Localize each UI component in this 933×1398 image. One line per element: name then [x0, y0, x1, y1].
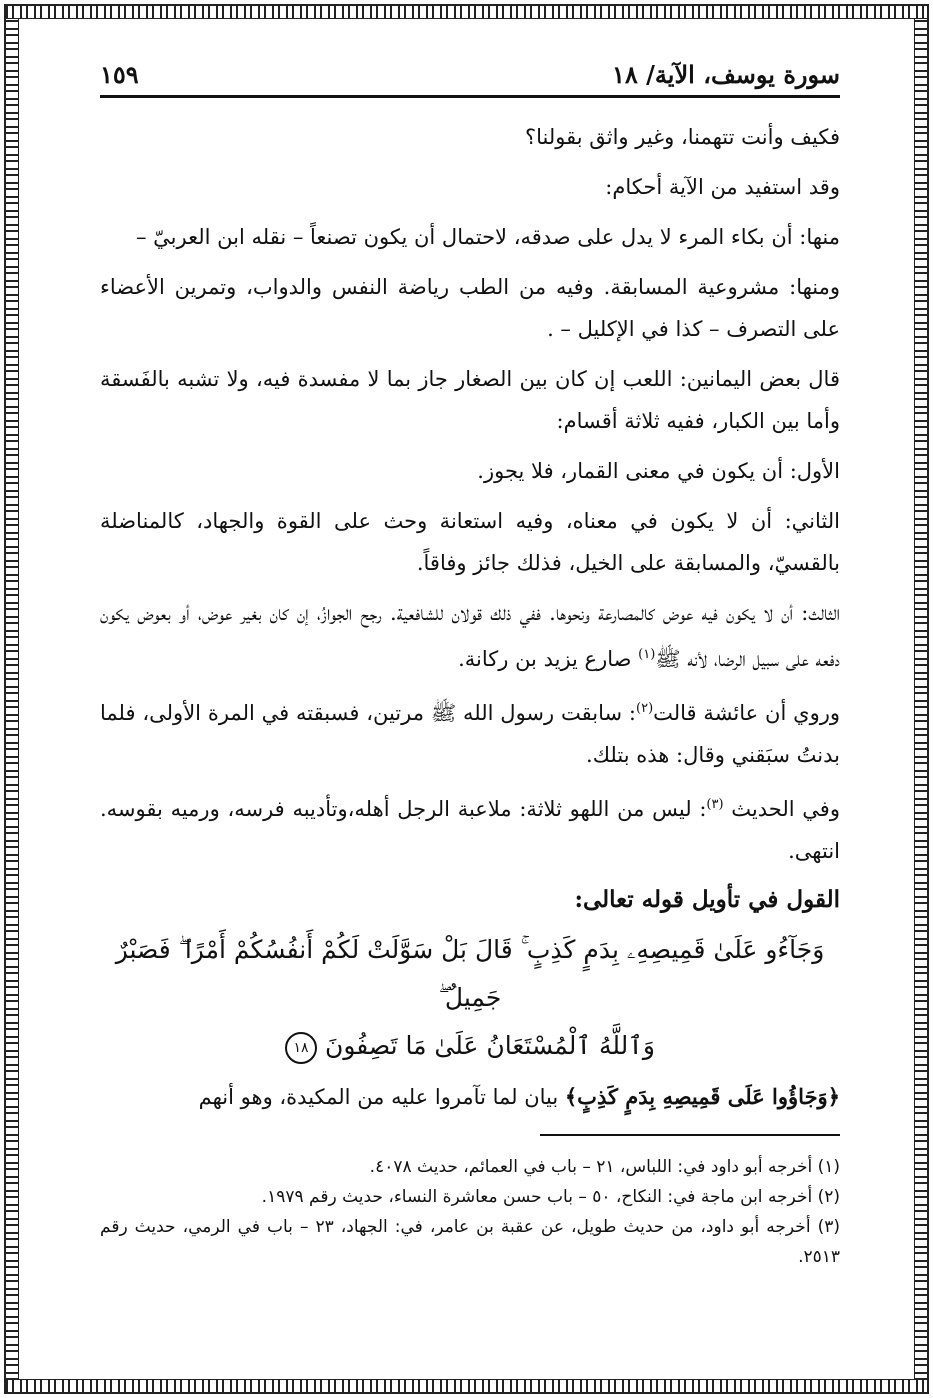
paragraph — [100, 688, 840, 776]
footnote: (٣) أخرجه أبو داود، من حديث طويل، عن عقبة بن عامر، في: الجهاد، ٢٣ – باب في الرمي، حديث رقم ٢٥١٣. — [100, 1217, 840, 1267]
page-content — [100, 60, 840, 1272]
paragraph: قال بعض اليمانين: اللعب إن كان بين الصغار جاز بما لا مفسدة فيه، ولا تشبه بالفَسقة وأما بين الكبار، ففيه ثلاثة أقسام: — [100, 367, 840, 433]
paragraph-text: : ليس من اللهو ثلاثة: ملاعبة الرجل أهله،وتأديبه فرسه، ورميه بقوسه. انتهى. — [100, 797, 840, 863]
border-ornament-left — [6, 18, 19, 1380]
paragraph: وقد استفيد من الآية أحكام: — [605, 175, 840, 199]
footnote-marker: (٢) — [636, 701, 654, 716]
footnote-marker: (٣) — [706, 797, 724, 812]
paragraph — [100, 784, 840, 872]
footnote-marker: (١) — [638, 647, 656, 662]
footnote: (١) أخرجه أبو داود في: اللباس، ٢١ – باب في العمائم، حديث ٤٠٧٨. — [369, 1157, 840, 1177]
header-title: سورة يوسف، الآية/ ١٨ — [612, 60, 840, 89]
page-number: ١٥٩ — [100, 60, 139, 89]
verse-quote: ﴿وَجَاؤُوا عَلَى قَمِيصِهِ بِدَمٍ كَذِبٍ﴾ — [564, 1084, 840, 1109]
section-heading: القول في تأويل قوله تعالى: — [574, 886, 840, 913]
paragraph — [100, 592, 840, 680]
paragraph: منها: أن بكاء المرء لا يدل على صدقه، لاحتمال أن يكون تصنعاً – نقله ابن العربيّ – — [136, 225, 840, 249]
quran-line: وَجَآءُو عَلَىٰ قَمِيصِهِۦ بِدَمٍ كَذِبٍ ۚ قَالَ بَلْ سَوَّلَتْ لَكُمْ أَنفُسُكُمْ أَمْرًا ۖ فَصَبْرٌ جَمِيلٌ ۖ — [115, 935, 825, 1012]
ayah-number-marker: ١٨ — [285, 1032, 317, 1064]
paragraph: الأول: أن يكون في معنى القمار، فلا يجوز. — [477, 459, 840, 483]
border-ornament-bottom — [6, 1379, 927, 1392]
paragraph: ومنها: مشروعية المسابقة. وفيه من الطب رياضة النفس والدواب، وتمرين الأعضاء على التصرف – كذا في الإكليل – . — [100, 275, 840, 341]
paragraph-text: : سابقت رسول الله ﷺ مرتين، فسبقته في المرة الأولى، فلما بدنتُ سبَقني وقال: هذه بتلك. — [100, 701, 840, 767]
paragraph-text: وروي أن عائشة قالت — [653, 701, 840, 725]
paragraph-text: الثالث: أن لا يكون فيه عوض كالمصارعة ونحوها. ففي ذلك قولان للشافعية. رجح الجوازُ، إن كان بغير عوض، أو بعوض يكون دفعه على سبيل الرضا، لأنه ﷺ — [100, 601, 840, 671]
paragraph: فكيف وأنت تتهمنا، وغير واثق بقولنا؟ — [524, 125, 840, 149]
quran-line-text: وَٱللَّهُ ٱلْمُسْتَعَانُ عَلَىٰ مَا تَصِفُونَ — [324, 1031, 655, 1060]
quran-verse — [100, 926, 840, 1070]
running-header — [100, 60, 840, 98]
footnote-separator — [540, 1134, 840, 1136]
border-ornament-top — [6, 6, 927, 19]
quran-line — [100, 1022, 840, 1070]
footnote: (٢) أخرجه ابن ماجة في: النكاح، ٥٠ – باب حسن معاشرة النساء، حديث رقم ١٩٧٩. — [261, 1187, 840, 1207]
main-text — [100, 116, 840, 1118]
paragraph — [100, 1076, 840, 1118]
border-ornament-right — [914, 18, 927, 1380]
paragraph-text: صارع يزيد بن ركانة. — [458, 647, 639, 671]
paragraph-text: وفي الحديث — [723, 797, 840, 821]
paragraph: الثاني: أن لا يكون في معناه، وفيه استعانة وحث على القوة والجهاد، كالمناضلة بالقسيّ، والمسابقة على الخيل، فذلك جائز وفاقاً. — [100, 509, 840, 575]
footnotes — [100, 1152, 840, 1272]
paragraph-text: بيان لما تآمروا عليه من المكيدة، وهو أنهم — [198, 1085, 565, 1109]
